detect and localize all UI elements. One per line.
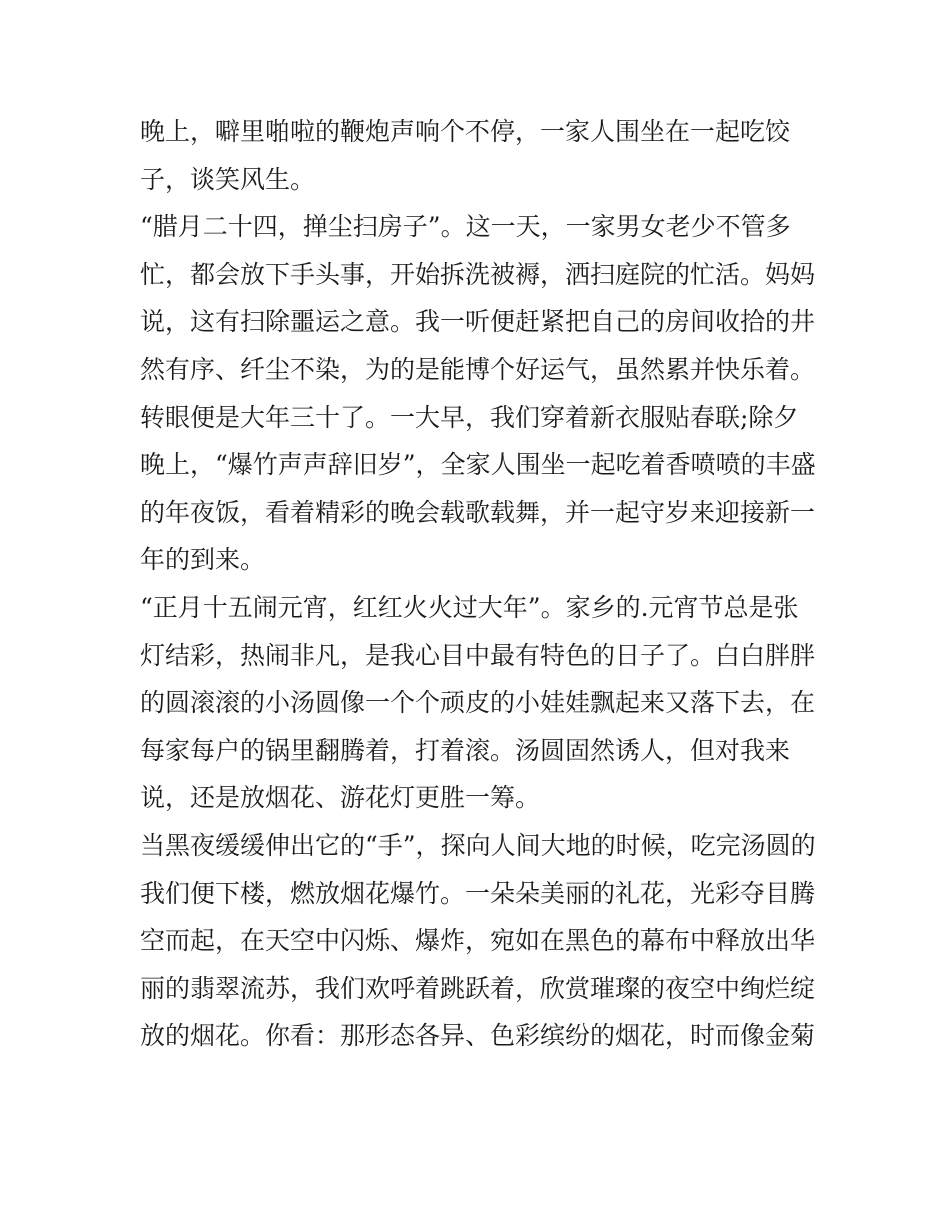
text-line: 我们便下楼，燃放烟花爆竹。一朵朵美丽的礼花，光彩夺目腾 xyxy=(140,878,816,908)
text-line: 的圆滚滚的小汤圆像一个个顽皮的小娃娃飘起来又落下去，在 xyxy=(140,688,816,718)
text-line: 忙，都会放下手头事，开始拆洗被褥，洒扫庭院的忙活。妈妈 xyxy=(140,259,816,289)
text-line: “正月十五闹元宵，红红火火过大年”。家乡的.元宵节总是张 xyxy=(140,592,799,622)
text-line: 说，这有扫除噩运之意。我一听便赶紧把自己的房间收拾的井 xyxy=(140,307,816,337)
text-line: 晚上，噼里啪啦的鞭炮声响个不停，一家人围坐在一起吃饺 xyxy=(140,117,791,146)
text-line: 空而起，在天空中闪烁、爆炸，宛如在黑色的幕布中释放出华 xyxy=(140,926,816,956)
text-line: 每家每户的锅里翻腾着，打着滚。汤圆固然诱人，但对我来 xyxy=(140,735,791,765)
text-line: 说，还是放烟花、游花灯更胜一筹。 xyxy=(140,783,541,813)
text-line: 的年夜饭，看着精彩的晚会载歌载舞，并一起守岁来迎接新一 xyxy=(140,497,816,527)
text-line: 灯结彩，热闹非凡，是我心目中最有特色的日子了。白白胖胖 xyxy=(140,640,816,670)
text-line: “腊月二十四，掸尘扫房子”。这一天，一家男女老少不管多 xyxy=(140,212,791,242)
text-line: 然有序、纤尘不染，为的是能博个好运气，虽然累并快乐着。 xyxy=(140,354,816,384)
text-line: 丽的翡翠流苏，我们欢呼着跳跃着，欣赏璀璨的夜空中绚烂绽 xyxy=(140,973,816,1003)
document-body xyxy=(140,108,820,1060)
text-line: 年的到来。 xyxy=(140,545,266,575)
text-line: 晚上，“爆竹声声辞旧岁”，全家人围坐一起吃着香喷喷的丰盛 xyxy=(140,450,816,480)
text-line: 转眼便是大年三十了。一大早，我们穿着新衣服贴春联;除夕 xyxy=(140,402,799,432)
text-line: 当黑夜缓缓伸出它的“手”，探向人间大地的时候，吃完汤圆的 xyxy=(140,830,816,860)
text-line: 子，谈笑风生。 xyxy=(140,164,316,194)
text-line: 放的烟花。你看：那形态各异、色彩缤纷的烟花，时而像金菊 xyxy=(140,1021,816,1051)
